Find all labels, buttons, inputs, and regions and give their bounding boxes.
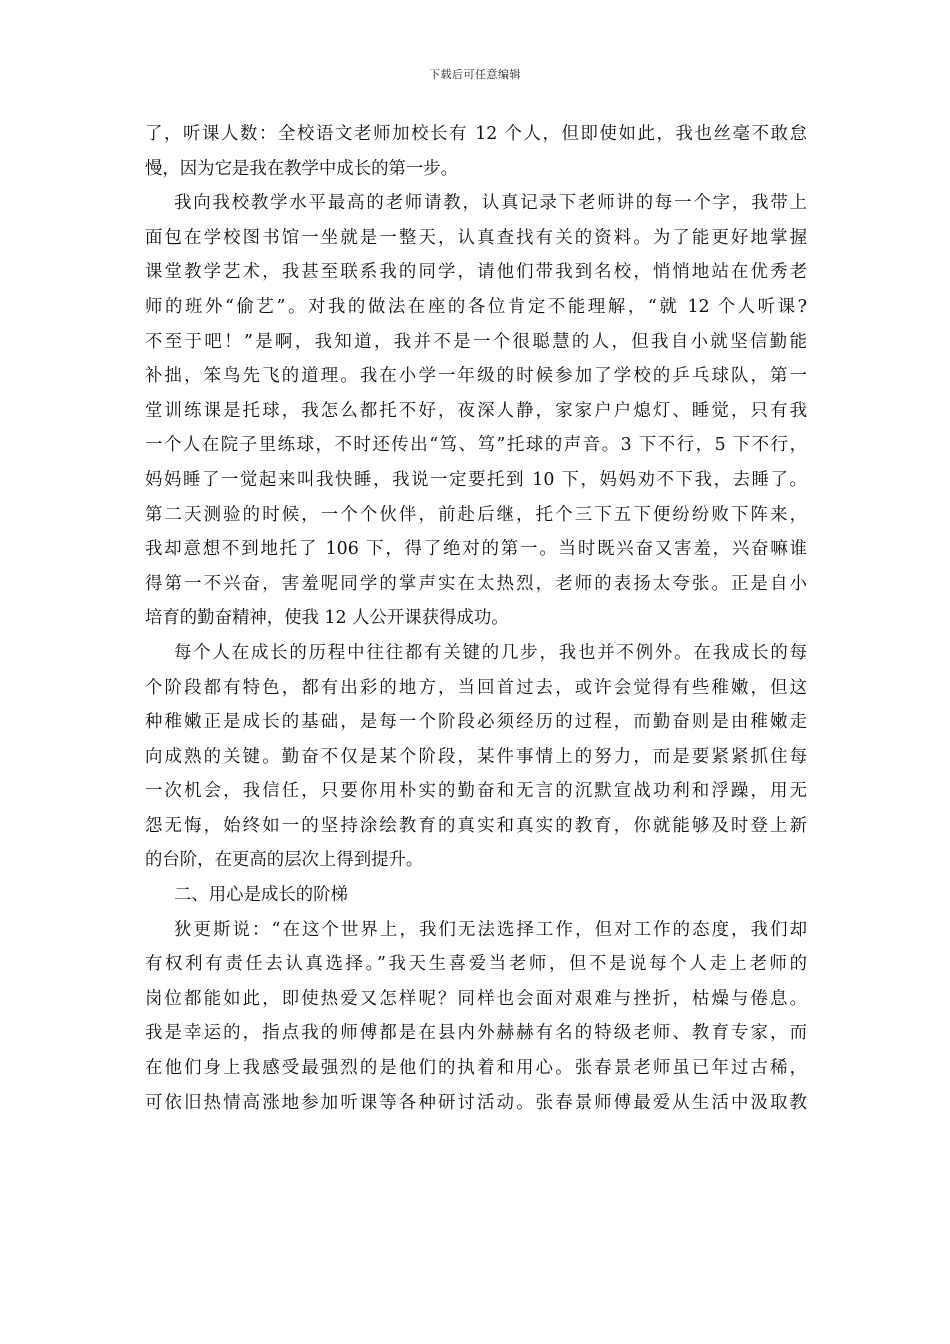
text-line: 面包在学校图书馆一坐就是一整天，认真查找有关的资料。为了能更好地掌握 (145, 227, 807, 248)
text-line: 怨无悔，始终如一的坚持涂绘教育的真实和真实的教育，你就能够及时登上新 (145, 815, 807, 836)
text-line: 岗位都能如此，即使热爱又怎样呢？同样也会面对艰难与挫折，枯燥与倦息。 (145, 988, 807, 1009)
text-line: 不至于吧！”是啊，我知道，我并不是一个很聪慧的人，但我自小就坚信勤能 (145, 331, 807, 352)
text-line: 第二天测验的时候，一个个伙伴，前赴后继，托个三下五下便纷纷败下阵来， (145, 504, 807, 525)
paragraph-start-line: 每个人在成长的历程中往往都有关键的几步，我也并不例外。在我成长的每 (174, 642, 807, 663)
document-body (145, 117, 807, 1120)
text-line: 向成熟的关键。勤奋不仅是某个阶段，某件事情上的努力，而是要紧紧抓住每 (145, 746, 807, 767)
text-line: 师的班外“偷艺”。对我的做法在座的各位肯定不能理解，“就 12 个人听课? (145, 296, 807, 317)
text-line: 在他们身上我感受最强烈的是他们的执着和用心。张春景老师虽已年过古稀， (145, 1058, 807, 1079)
text-line: 我是幸运的，指点我的师傅都是在县内外赫赫有名的特级老师、教育专家，而 (145, 1023, 807, 1044)
text-line: 得第一不兴奋，害羞呢同学的掌声实在太热烈，老师的表扬太夸张。正是自小 (145, 573, 807, 594)
paragraph-start-line: 狄更斯说：“在这个世界上，我们无法选择工作，但对工作的态度，我们却 (174, 919, 807, 940)
paragraph-start-line: 我向我校教学水平最高的老师请教，认真记录下老师讲的每一个字，我带上 (174, 193, 807, 214)
text-line: 我却意想不到地托了 106 下，得了绝对的第一。当时既兴奋又害羞，兴奋嘛谁 (145, 539, 807, 560)
text-line: 可依旧热情高涨地参加听课等各种研讨活动。张春景师傅最爱从生活中汲取教 (145, 1092, 807, 1113)
text-line: 慢，因为它是我在教学中成长的第一步。 (145, 158, 459, 179)
text-line: 有权利有责任去认真选择。”我天生喜爱当老师，但不是说每个人走上老师的 (145, 954, 807, 975)
text-line: 堂训练课是托球，我怎么都托不好，夜深人静，家家户户熄灯、睡觉，只有我 (145, 400, 807, 421)
text-line: 培育的勤奋精神，使我 12 人公开课获得成功。 (145, 608, 509, 629)
text-line: 一次机会，我信任，只要你用朴实的勤奋和无言的沉默宣战功利和浮躁，用无 (145, 781, 807, 802)
text-line: 了，听课人数：全校语文老师加校长有 12 个人，但即使如此，我也丝毫不敢怠 (145, 124, 807, 144)
text-line: 补拙，笨鸟先飞的道理。我在小学一年级的时候参加了学校的乒乓球队，第一 (145, 366, 807, 387)
text-line: 个阶段都有特色，都有出彩的地方，当回首过去，或许会觉得有些稚嫩，但这 (145, 677, 807, 698)
page-header-note: 下载后可任意编辑 (429, 68, 521, 81)
text-line: 的台阶，在更高的层次上得到提升。 (145, 850, 424, 871)
text-line: 妈妈睡了一觉起来叫我快睡，我说一定要托到 10 下，妈妈劝不下我，去睡了。 (145, 469, 807, 490)
text-line: 课堂教学艺术，我甚至联系我的同学，请他们带我到名校，悄悄地站在优秀老 (145, 262, 807, 283)
text-line: 种稚嫩正是成长的基础，是每一个阶段必须经历的过程，而勤奋则是由稚嫩走 (145, 712, 807, 733)
text-line: 一个人在院子里练球，不时还传出“笃、笃”托球的声音。3 下不行，5 下不行， (145, 435, 807, 456)
section-heading: 二、用心是成长的阶梯 (174, 885, 348, 906)
